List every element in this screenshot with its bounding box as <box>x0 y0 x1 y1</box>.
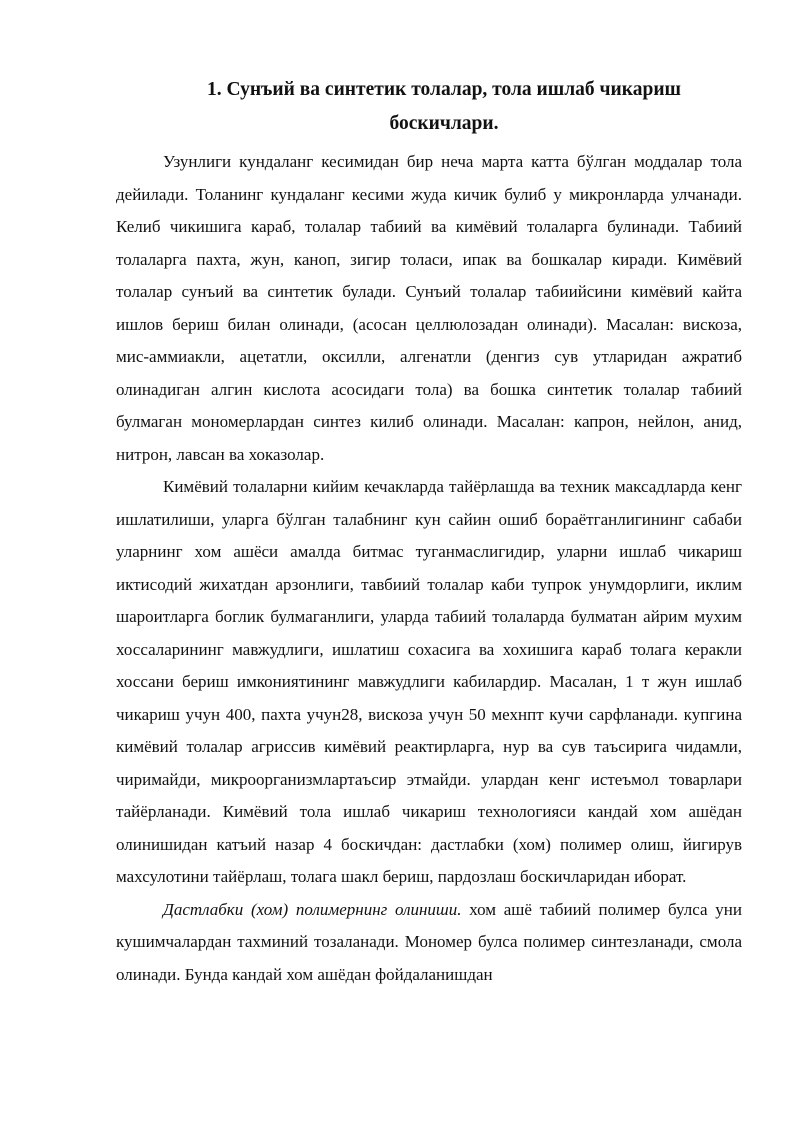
paragraph-initial-polymer <box>116 894 742 992</box>
title-line-2: боскичлари. <box>389 113 499 134</box>
paragraph-body-text: хом ашё табиий полимер булса уни кушимчалардан тахминий тозаланади. Мономер булса полимер синтезланади, смола олинади. Бунда кандай хом ашёдан фойдаланишдан <box>116 899 742 984</box>
paragraph-fibers-definition: Узунлиги кундаланг кесимидан бир неча марта катта бўлган моддалар тола дейилади. Толанинг кундаланг кесими жуда кичик булиб у микронларда улчанади. Келиб чикишига караб, толалар табиий ва кимёвий толаларга булинади. Табиий толаларга пахта, жун, каноп, зигир толаси, ипак ва бошкалар киради. Кимёвий толалар сунъий ва синтетик булади. Сунъий толалар табиийсини кимёвий кайта ишлов бериш билан олинади, (асосан целлюлозадан олинади). Масалан: вискоза, мис-аммиакли, ацетатли, оксилли, алгенатли (денгиз сув утларидан ажратиб олинадиган алгин кислота асосидаги тола) ва бошка синтетик толалар табиий булмаган мономерлардан синтез килиб олинади. Масалан: капрон, нейлон, анид, нитрон, лавсан ва хоказолар. <box>116 152 742 464</box>
paragraph-chemical-fibers-usage: Кимёвий толаларни кийим кечакларда тайёрлашда ва техник максадларда кенг ишлатилиши, уларга бўлган талабнинг кун сайин ошиб бораётганлигининг сабаби уларнинг хом ашёси амалда битмас туганмаслигидир, уларни ишлаб чикариш иктисодий жихатдан арзонлиги, тавбиий толалар каби тупрок унумдорлиги, иклим шароитларга боглик булмаганлиги, уларда табиий толаларда булматан айрим мухим хоссаларининг мавжудлиги, ишлатиш сохасига ва хохишига караб толага керакли хоссани бериш имкониятининг мавжудлиги кабилардир. Масалан, 1 т жун ишлаб чикариш учун 400, пахта учун28, вискоза учун 50 мехнпт кучи сарфланади. купгина кимёвий толалар агриссив кимёвий реактирларга, нур ва сув таъсирига чидамли, чиримайди, микроорганизмлартаъсир этмайди. улардан кенг истеъмол товарлари тайёрланади. Кимёвий тола ишлаб чикариш технологияси кандай хом ашёдан олинишидан катъий назар 4 боскичдан: дастлабки (хом) полимер олиш, йигирув махсулотини тайёрлаш, толага шакл бериш, пардозлаш боскичларидан иборат. <box>116 477 742 886</box>
paragraph-heading-italic: Дастлабки (хом) полимернинг олиниши. <box>163 899 462 919</box>
title-line-1: 1. Сунъий ва синтетик толалар, тола ишлаб чикариш <box>206 79 682 100</box>
page-title <box>116 74 742 140</box>
